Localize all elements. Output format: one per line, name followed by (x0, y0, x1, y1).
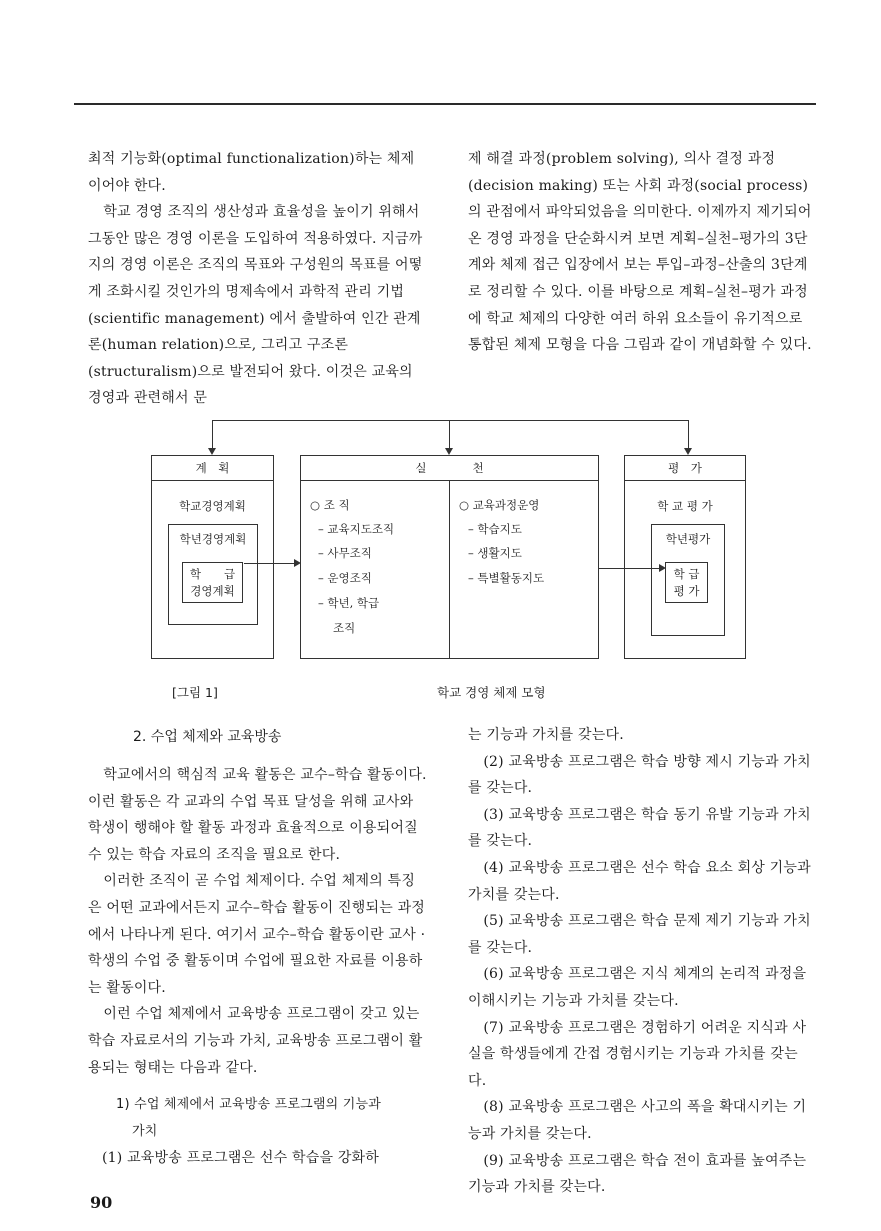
practice-item: – 교육지도조직 (318, 522, 395, 536)
plan-outer-label: 학교경영계획 (179, 499, 246, 513)
evaluation-header-box (624, 455, 746, 481)
practice-header-box (300, 455, 599, 481)
paragraph: 학교 경영 조직의 생산성과 효율성을 높이기 위해서 그동안 많은 경영 이론을 도입하여 적용하였다. 지금까지의 경영 이론은 조직의 목표와 구성원의 목표를 어떻게 조화시킬 것인가의 명제속에서 과학적 관리 기법(scientific management) 에서 출발하여 인간 관계론(human relation)으로, 그리고 구조론(structuralism)으로 발전되어 왔다. 이것은 교육의 경영과 관련해서 문 (88, 204, 423, 407)
bottom-right-column (468, 722, 812, 1201)
list-item: (3) 교육방송 프로그램은 학습 동기 유발 기능과 가치를 갖는다. (468, 806, 811, 850)
list-item: (2) 교육방송 프로그램은 학습 방향 제시 기능과 가치를 갖는다. (468, 753, 811, 797)
plan-inner-box (182, 562, 243, 603)
bottom-left-column (88, 762, 428, 1172)
list-item: (5) 교육방송 프로그램은 학습 문제 제기 기능과 가치를 갖는다. (468, 913, 811, 956)
sub-heading: 1) 수업 체제에서 교육방송 프로그램의 기능과 (116, 1097, 382, 1113)
practice-divider (449, 480, 450, 659)
page-number: 90 (90, 1193, 113, 1212)
paragraph: 이런 수업 체제에서 교육방송 프로그램이 갖고 있는 학습 자료로서의 기능과 가치, 교육방송 프로그램이 활용되는 형태는 다음과 같다. (88, 1006, 423, 1076)
plan-header: 계 획 (195, 461, 230, 475)
list-item: 는 기능과 가치를 갖는다. (468, 727, 624, 743)
figure-caption-title: 학교 경영 체제 모형 (437, 685, 546, 700)
evaluation-header: 평 가 (668, 461, 702, 475)
section-heading: 2. 수업 체제와 교육방송 (133, 729, 282, 745)
evaluation-inner-line: 평 가 (673, 584, 700, 598)
practice-item: 조직 (333, 621, 356, 635)
practice-item: ○ 조 직 (310, 498, 350, 512)
evaluation-outer-label: 학 교 평 가 (657, 499, 713, 513)
practice-item: – 사무조직 (318, 546, 372, 560)
flow-line (244, 563, 297, 564)
paragraph: 최적 기능화(optimal functionalization)하는 체제 이어야 한다. (88, 151, 415, 194)
paragraph: 이러한 조직이 곧 수업 체제이다. 수업 체제의 특징은 어떤 교과에서든지 교수–학습 활동이 진행되는 과정에서 나타나게 된다. 여기서 교수–학습 활동이란 교사 · 학생의 수업 중 활동이며 수업에 필요한 자료를 이용하는 활동이다. (88, 873, 426, 996)
paragraph: 제 해결 과정(problem solving), 의사 결정 과정(decision making) 또는 사회 과정(social process)의 관점에서 파악되었음을 의미한다. 이제까지 제기되어 온 경영 과정을 단순화시켜 보면 계획–실천–평가의 3단계와 체제 접근 입장에서 보는 투입–과정–산출의 3단계로 정리할 수 있다. 이를 바탕으로 계획–실천–평가 과정에 학교 체제의 다양한 여러 하위 요소들이 유기적으로 통합된 체제 모형을 다음 그림과 같이 개념화할 수 있다. (468, 151, 812, 354)
arrow-down-icon (208, 448, 216, 455)
plan-header-box (151, 455, 274, 481)
top-right-column (468, 146, 812, 359)
list-item: (8) 교육방송 프로그램은 사고의 폭을 확대시키는 기능과 가치를 갖는다. (468, 1099, 807, 1142)
evaluation-inner-line: 학 급 (673, 567, 700, 581)
figure-caption-number: [그림 1] (172, 685, 218, 700)
paragraph: 학교에서의 핵심적 교육 활동은 교수–학습 활동이다. 이런 활동은 각 교과의 수업 목표 달성을 위해 교사와 학생이 행해야 할 활동 과정과 효율적으로 이용되어질 수 있는 학습 자료의 조직을 필요로 한다. (88, 767, 427, 863)
feedback-line (212, 420, 689, 421)
practice-item: – 학습지도 (468, 522, 522, 536)
practice-item: – 운영조직 (318, 571, 372, 585)
evaluation-inner-box (665, 562, 708, 603)
paragraph: (1) 교육방송 프로그램은 선수 학습을 강화하 (102, 1150, 379, 1167)
list-item: (6) 교육방송 프로그램은 지식 체계의 논리적 과정을 이해시키는 기능과 가치를 갖는다. (468, 966, 807, 1009)
practice-header: 실 천 (415, 461, 484, 475)
plan-inner-line: 경영계획 (190, 584, 235, 598)
arrow-down-icon (445, 448, 453, 455)
top-left-column (88, 146, 428, 412)
sub-heading: 가치 (132, 1123, 158, 1139)
list-item: (9) 교육방송 프로그램은 학습 전이 효과를 높여주는 기능과 가치를 갖는다. (468, 1152, 807, 1196)
list-item: (4) 교육방송 프로그램은 선수 학습 요소 회상 기능과 가치를 갖는다. (468, 859, 811, 903)
feedback-line (688, 420, 689, 450)
arrow-down-icon (684, 448, 692, 455)
header-rule (74, 103, 816, 105)
practice-item: ○ 교육과정운영 (459, 498, 540, 512)
practice-item: – 학년, 학급 (318, 596, 380, 610)
feedback-line (449, 420, 450, 450)
plan-middle-label: 학년경영계획 (179, 532, 247, 546)
practice-item: – 특별활동지도 (468, 571, 545, 585)
feedback-line (212, 420, 213, 450)
plan-inner-line: 학 급 (189, 567, 236, 581)
practice-item: – 생활지도 (468, 546, 522, 560)
evaluation-middle-label: 학년평가 (665, 532, 711, 546)
list-item: (7) 교육방송 프로그램은 경험하기 어려운 지식과 사실을 학생들에게 간접 경험시키는 기능과 가치를 갖는다. (468, 1019, 807, 1089)
